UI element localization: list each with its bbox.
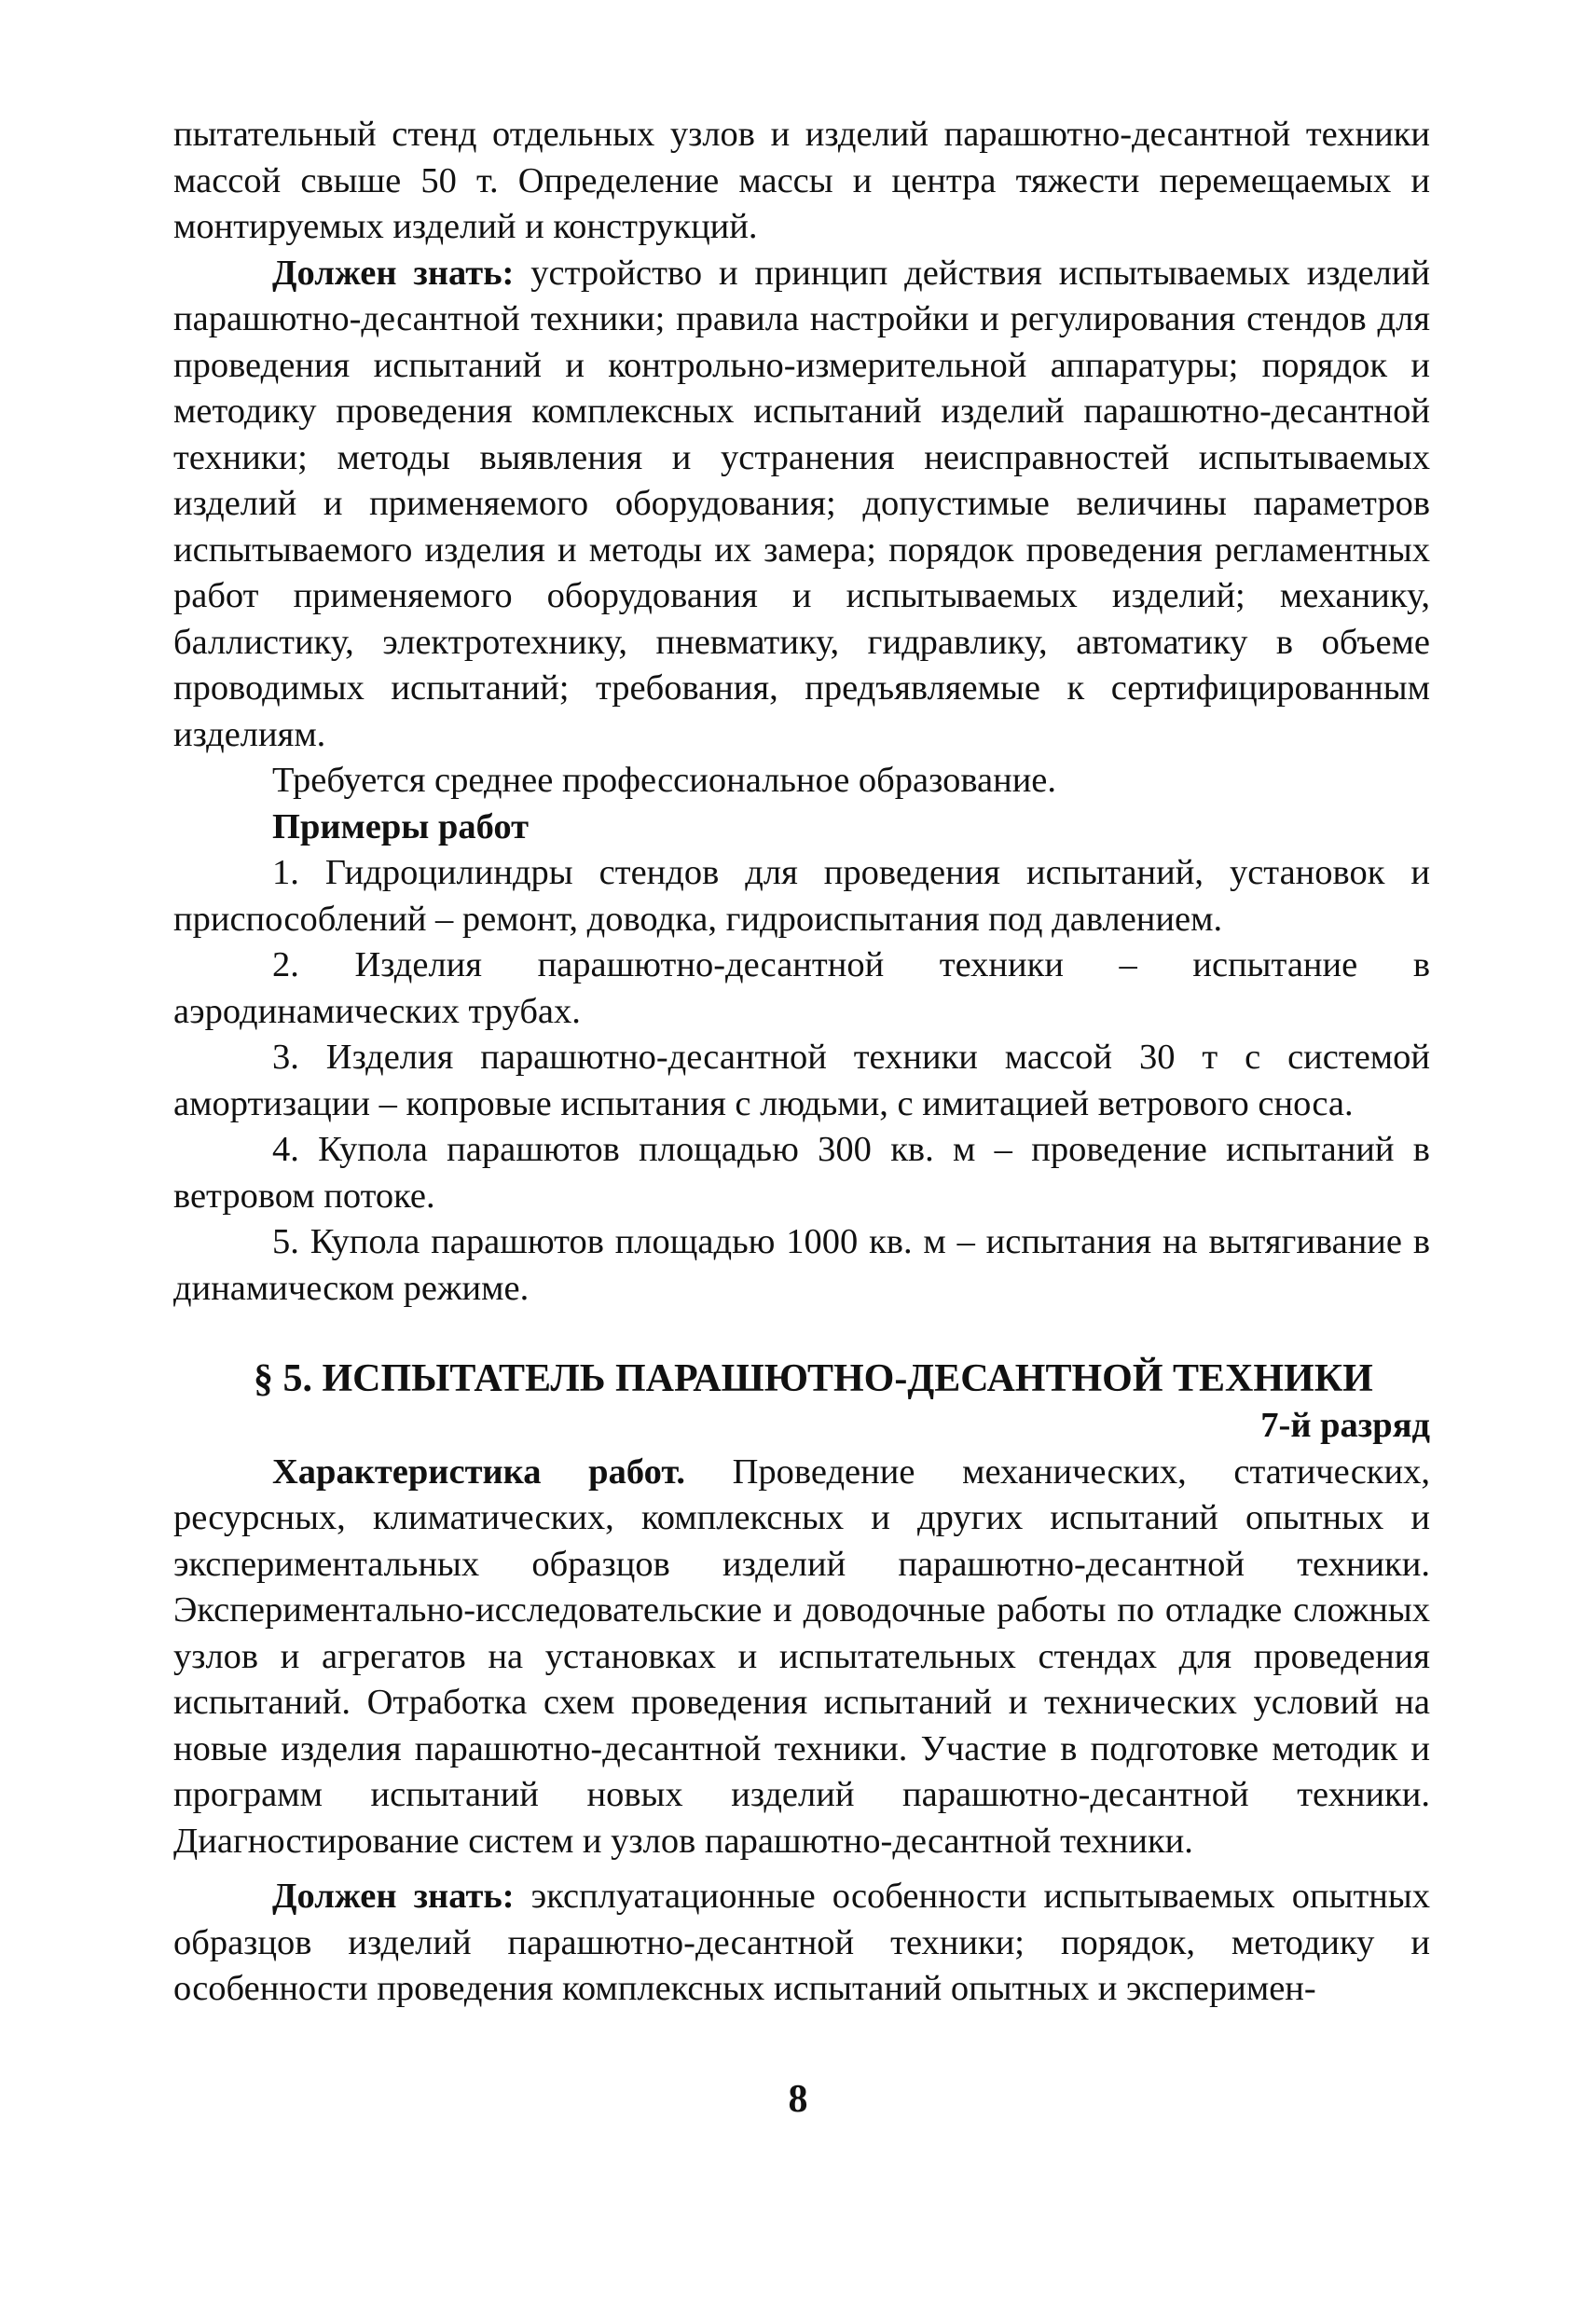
characteristic-text: Проведение механических, статических, ресурсных, климатических, комплексных и других испытаний опытных и экспериментальных образцов изделий парашютно-десантной техники. Экспериментально-исследовательские и доводочные работы по отладке сложных узлов и агрегатов на установках и испытательных стендах для проведения испытаний. Отработка схем проведения испытаний и технических условий на новые изделия парашютно-десантной техники. Участие в подготовке методик и программ испытаний новых изделий парашютно-десантной техники. Диагностирование систем и узлов парашютно-десантной техники. bbox=[173, 1451, 1430, 1861]
example-item-5: 5. Купола парашютов площадью 1000 кв. м – испытания на вытягивание в динамическом режиме. bbox=[173, 1222, 1430, 1308]
grade-label: 7-й разряд bbox=[1260, 1406, 1430, 1445]
example-item-3: 3. Изделия парашютно-десантной техники массой 30 т с системой амортизации – копровые испытания с людьми, с имитацией ветрового сноса. bbox=[173, 1038, 1430, 1123]
document-page bbox=[173, 112, 1430, 2013]
must-know-text-1: устройство и принцип действия испытываемых изделий парашютно-десантной техники; правила настройки и регулирования стендов для проведения испытаний и контрольно-измерительной аппаратуры; порядок и методику проведения комплексных испытаний изделий парашютно-десантной техники; методы выявления и устранения неисправностей испытываемых изделий и применяемого оборудования; допустимые величины параметров испытываемого изделия и методы их замера; порядок проведения регламентных работ применяемого оборудования и испытываемых изделий; механику, баллистику, электротехнику, пневматику, гидравлику, автоматику в объеме проводимых испытаний; требования, предъявляемые к сертифицированным изделиям. bbox=[173, 253, 1430, 754]
section-title: § 5. ИСПЫТАТЕЛЬ ПАРАШЮТНО-ДЕСАНТНОЙ ТЕХНИКИ bbox=[254, 1357, 1373, 1400]
education-requirement: Требуется среднее профессиональное образование. bbox=[272, 761, 1057, 800]
example-item-1: 1. Гидроцилиндры стендов для проведения испытаний, установок и приспособлений – ремонт, доводка, гидроиспытания под давлением. bbox=[173, 853, 1430, 939]
page-number: 8 bbox=[788, 2078, 808, 2121]
must-know-paragraph-1 bbox=[173, 251, 1430, 759]
characteristic-label: Характеристика работ. bbox=[272, 1451, 685, 1492]
must-know-label-2: Должен знать: bbox=[272, 1877, 515, 1916]
must-know-text-2: эксплуатационные особенности испытываемых опытных образцов изделий парашютно-десантной техники; порядок, методику и особенности проведения комплексных испытаний опытных и эксперимен- bbox=[173, 1877, 1431, 2008]
example-item-4: 4. Купола парашютов площадью 300 кв. м – проведение испытаний в ветровом потоке. bbox=[173, 1130, 1430, 1216]
intro-paragraph: пытательный стенд отдельных узлов и изделий парашютно-десантной техники массой свыше 50 т. Определение массы и центра тяжести перемещаемых и монтируемых изделий и конструкций. bbox=[173, 115, 1430, 246]
must-know-paragraph-2 bbox=[173, 1874, 1430, 2013]
example-item-2: 2. Изделия парашютно-десантной техники – испытание в аэродинамических трубах. bbox=[173, 945, 1430, 1031]
examples-heading: Примеры работ bbox=[272, 806, 530, 846]
characteristic-paragraph bbox=[173, 1450, 1430, 1865]
must-know-label-1: Должен знать: bbox=[272, 253, 515, 293]
